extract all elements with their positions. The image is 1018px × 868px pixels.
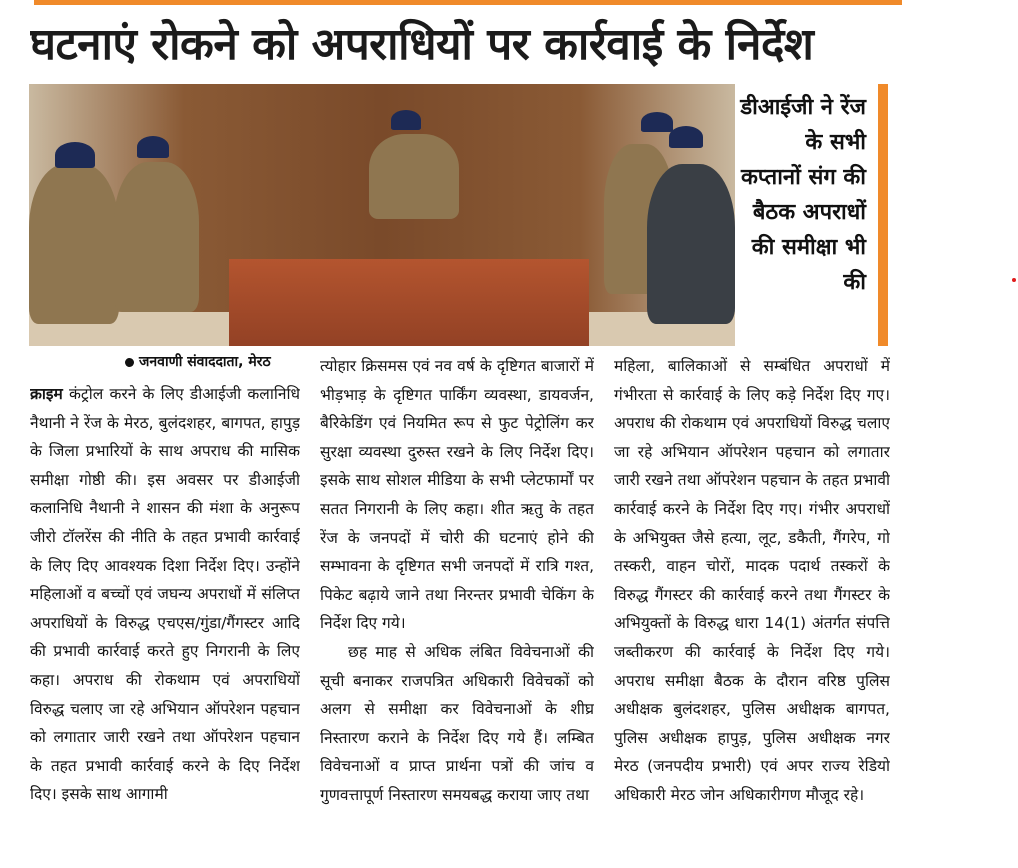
headline: घटनाएं रोकने को अपराधियों पर कार्रवाई के निर्देश — [30, 19, 814, 70]
meeting-photo — [29, 84, 735, 346]
paragraph: त्योहार क्रिसमस एवं नव वर्ष के दृष्टिगत बाजारों में भीड़भाड़ के दृष्टिगत पार्किंग व्यवस्था, डायवर्जन, बैरिकेडिंग एवं नियमित रूप से फुट पेट्रोलिंग कर सुरक्षा व्यवस्था दुरुस्त रखने के लिए निर्देश दिए। इसके साथ सोशल मीडिया के सभी प्लेटफार्मों पर सतत निगरानी के लिए कहा। शीत ऋतु के तहत रेंज के जनपदों में चोरी की घटनाएं होने की सम्भावना के दृष्टिगत सभी जनपदों में रात्रि गश्त, पिकेट बढ़ाये जाने तथा निरन्तर प्रभावी चेकिंग के निर्देश दिए गये। — [320, 357, 594, 633]
decorative-dot — [1012, 278, 1016, 282]
photo-cap — [641, 112, 673, 132]
paragraph-text: छह माह से अधिक लंबित विवेचनाओं की सूची बनाकर राजपत्रित अधिकारी विवेचकों को अलग से समीक्षा कर विवेचनाओं के शीघ्र निस्तारण कराने के निर्देश दिए गये हैं। लम्बित विवेचनाओं व प्राप्त प्रार्थना पत्रों की जांच व गुणवत्तापूर्ण निस्तारण समयबद्ध कराया जाए तथा — [320, 642, 594, 804]
paragraph — [30, 380, 300, 809]
highlight-accent-bar — [878, 84, 888, 346]
photo-cap — [391, 110, 421, 130]
article-column-3 — [614, 352, 890, 868]
photo-cap — [137, 136, 169, 158]
top-accent-bar — [34, 0, 902, 5]
article-column-1 — [30, 380, 300, 868]
byline — [125, 352, 271, 371]
paragraph-text: कंट्रोल करने के लिए डीआईजी कलानिधि नैथानी ने रेंज के मेरठ, बुलंदशहर, बागपत, हापुड़ के जिला प्रभारियों के साथ अपराध की मासिक समीक्षा गोष्ठी की। इस अवसर पर डीआईजी कलानिधि नैथानी ने शासन की मंशा के अनुरूप जीरो टॉलरेंस की नीति के तहत प्रभावी कार्रवाई के लिए दिए आवश्यक दिशा निर्देश दिए। उन्होंने महिलाओं व बच्चों एवं जघन्य अपराधों में संलिप्त अपराधियों के विरुद्ध एचएस/गुंडा/गैंगस्टर आदि की प्रभावी कार्रवाई करते हुए निगरानी के लिए कहा। अपराध की रोकथाम एवं अपराधियों विरुद्ध चलाए जा रहे अभियान ऑपरेशन पहचान को लगातार जारी रखने तथा ऑपरेशन पहचान के तहत प्रभावी कार्रवाई करने के दिए निर्देश दिए। इसके साथ आगामी — [30, 385, 300, 804]
lead-word: क्राइम — [30, 385, 63, 403]
paragraph: महिला, बालिकाओं से सम्बंधित अपराधों में गंभीरता से कार्रवाई के लिए कड़े निर्देश दिए गए। अपराध की रोकथाम एवं अपराधियों विरुद्ध चलाए जा रहे अभियान ऑपरेशन पहचान को लगातार जारी रखने तथा ऑपरेशन पहचान के तहत प्रभावी कार्रवाई करने के निर्देश दिए गए। गंभीर अपराधों के अभियुक्त जैसे हत्या, लूट, डकैती, गैंगरेप, गो तस्करी, वाहन चोरों, मादक पदार्थ तस्करों के विरुद्ध गैंगस्टर की कार्रवाई करने तथा गैंगस्टर के अभियुक्तों के विरुद्ध धारा 14(1) अंतर्गत संपत्ति जब्तीकरण की कार्रवाई के निर्देश दिए गये। अपराध समीक्षा बैठक के दौरान वरिष्ठ पुलिस अधीक्षक बुलंदशहर, पुलिस अधीक्षक बागपत, पुलिस अधीक्षक हापुड़, पुलिस अधीक्षक नगर मेरठ (जनपदीय प्रभारी) एवं अपर राज्य रेडियो अधिकारी मेरठ जोन अधिकारीगण मौजूद रहे। — [614, 357, 890, 804]
photo-officer-left-2 — [114, 162, 199, 312]
byline-text: जनवाणी संवाददाता, मेरठ — [139, 354, 271, 370]
photo-officer-left-1 — [29, 164, 119, 324]
bullet-icon — [125, 358, 134, 367]
photo-officer-center — [369, 134, 459, 219]
highlight-text: डीआईजी ने रेंज के सभी कप्तानों संग की बैठक अपराधों की समीक्षा भी की — [740, 95, 866, 295]
photo-cap — [669, 126, 703, 148]
photo-cap — [55, 142, 95, 168]
photo-officer-right-2 — [647, 164, 735, 324]
photo-desk — [229, 259, 589, 346]
article-column-2 — [320, 352, 594, 868]
highlight-box — [738, 84, 888, 346]
paragraph — [320, 638, 594, 810]
